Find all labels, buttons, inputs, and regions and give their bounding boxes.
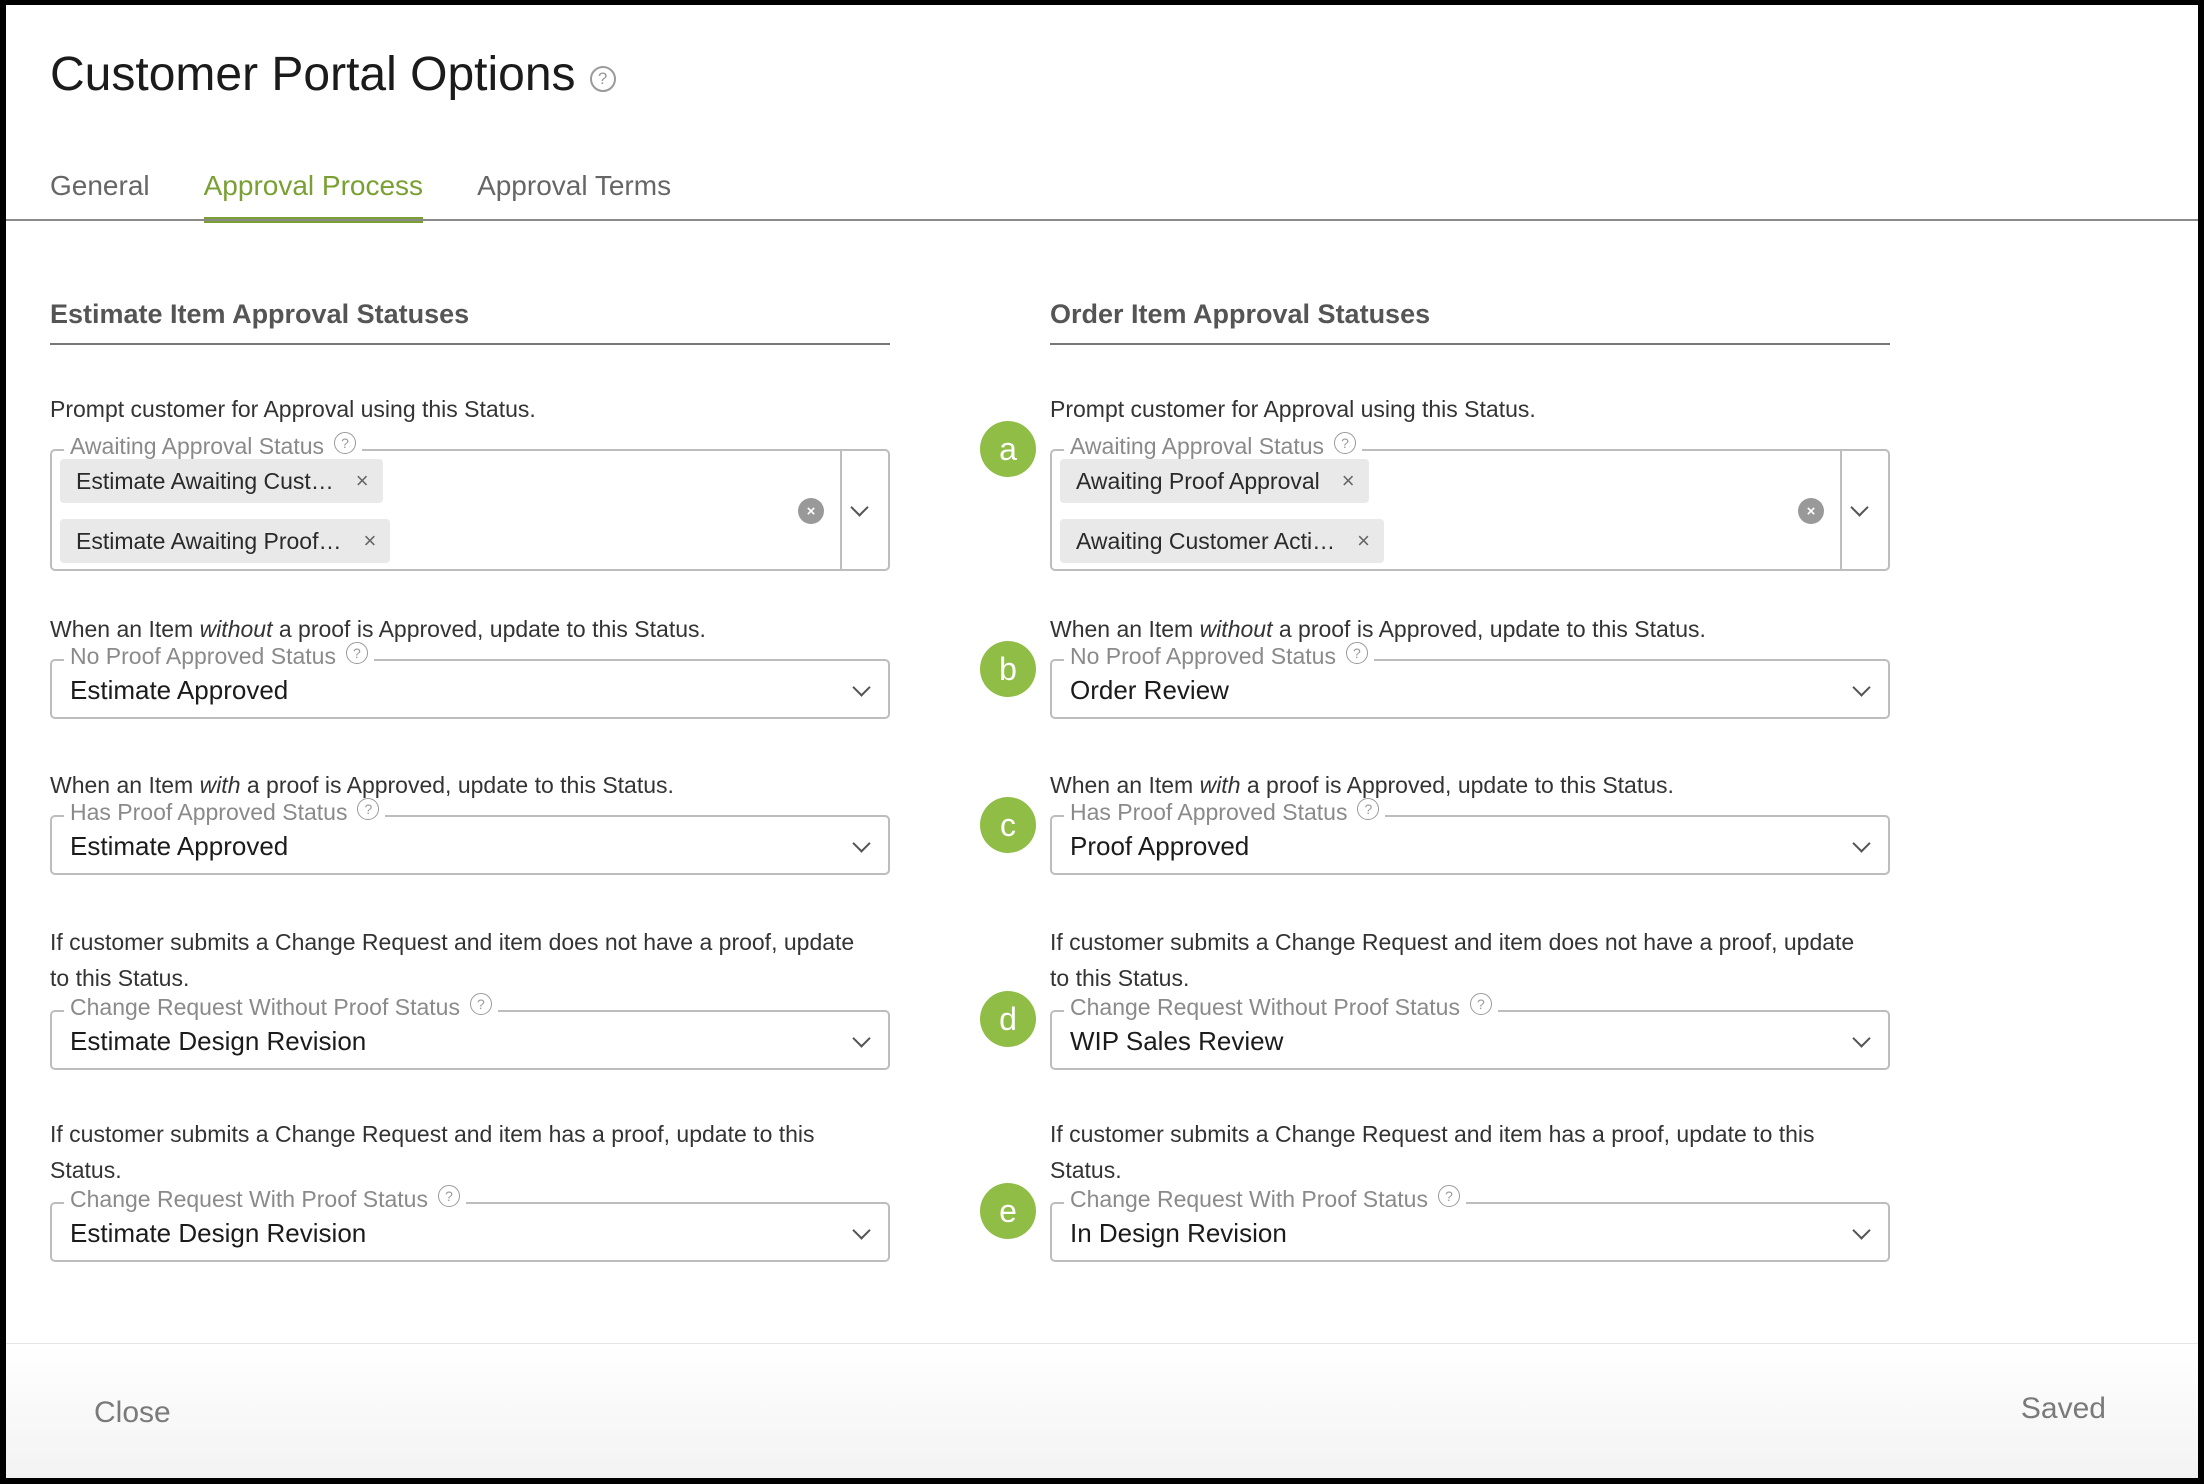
estimate-cr-without-proof-select[interactable] xyxy=(50,994,890,1070)
dialog-footer xyxy=(6,1344,2198,1478)
field-label-text: Has Proof Approved Status xyxy=(1070,799,1348,825)
order-cr-without-proof-select[interactable] xyxy=(1050,994,1890,1070)
estimate-awaiting-approval-select[interactable] xyxy=(50,433,890,571)
field-label-text: Awaiting Approval Status xyxy=(1070,433,1325,459)
chevron-down-icon[interactable] xyxy=(1850,498,1868,516)
field-label-text: Has Proof Approved Status xyxy=(70,799,348,825)
field-label-text: Change Request With Proof Status xyxy=(1070,1186,1428,1212)
field-prompt: If customer submits a Change Request and item does not have a proof, update to this Status. xyxy=(50,929,855,991)
help-icon[interactable]: ? xyxy=(357,798,379,820)
field-prompt: If customer submits a Change Request and item has a proof, update to this Status. xyxy=(50,1121,815,1183)
help-icon[interactable]: ? xyxy=(590,66,616,92)
field-label xyxy=(1064,643,1374,670)
field-label-text: No Proof Approved Status xyxy=(70,643,336,669)
callout-badge-b: b xyxy=(980,641,1036,697)
remove-chip-icon[interactable]: × xyxy=(355,468,369,493)
help-icon[interactable]: ? xyxy=(1357,798,1379,820)
selected-value: Estimate Design Revision xyxy=(70,1026,367,1056)
order-awaiting-approval-select[interactable] xyxy=(1050,433,1890,571)
field-label-text: Change Request Without Proof Status xyxy=(1070,994,1460,1020)
field-prompt: Prompt customer for Approval using this Status. xyxy=(1050,396,1536,422)
estimate-cr-with-proof-field xyxy=(50,1116,890,1262)
selected-value: In Design Revision xyxy=(1070,1218,1287,1248)
selected-value: WIP Sales Review xyxy=(1070,1026,1284,1056)
estimate-no-proof-select[interactable] xyxy=(50,643,890,719)
status-chip xyxy=(1060,459,1369,503)
field-label xyxy=(1064,433,1362,460)
field-label xyxy=(64,994,498,1021)
order-statuses-column xyxy=(999,299,1890,1248)
help-icon[interactable]: ? xyxy=(470,993,492,1015)
tab-bar xyxy=(50,165,725,221)
dialog-title-text: Customer Portal Options xyxy=(50,48,576,101)
chip-label: Estimate Awaiting Proof… xyxy=(76,527,342,554)
chevron-down-icon[interactable] xyxy=(1852,1221,1870,1239)
save-status: Saved xyxy=(2020,1392,2106,1425)
field-label-text: Change Request With Proof Status xyxy=(70,1186,428,1212)
field-prompt: When an Item without a proof is Approved, update to this Status. xyxy=(1050,616,1706,642)
field-label-text: Awaiting Approval Status xyxy=(70,433,325,459)
order-has-proof-field xyxy=(1000,767,1890,875)
selected-value: Proof Approved xyxy=(1070,831,1250,861)
select-divider xyxy=(1840,451,1842,569)
estimate-cr-with-proof-select[interactable] xyxy=(50,1186,890,1262)
field-prompt: If customer submits a Change Request and item does not have a proof, update to this Status. xyxy=(1050,929,1855,991)
chevron-down-icon[interactable] xyxy=(852,1029,870,1047)
selected-value: Estimate Approved xyxy=(70,831,289,861)
field-prompt: When an Item without a proof is Approved, update to this Status. xyxy=(50,616,706,642)
estimate-section-title: Estimate Item Approval Statuses xyxy=(50,299,890,345)
field-label-text: Change Request Without Proof Status xyxy=(70,994,460,1020)
status-chip xyxy=(1060,519,1384,563)
field-label-text: No Proof Approved Status xyxy=(1070,643,1336,669)
clear-all-icon[interactable]: × xyxy=(1798,498,1824,524)
field-label xyxy=(64,799,385,826)
estimate-no-proof-field xyxy=(50,611,890,719)
chip-label: Awaiting Customer Acti… xyxy=(1076,527,1336,554)
order-section-title: Order Item Approval Statuses xyxy=(1050,299,1890,345)
selected-value: Order Review xyxy=(1070,675,1229,705)
chevron-down-icon[interactable] xyxy=(1852,834,1870,852)
help-icon[interactable]: ? xyxy=(1438,1185,1460,1207)
order-cr-without-proof-field xyxy=(999,924,1890,1070)
field-prompt: When an Item with a proof is Approved, update to this Status. xyxy=(50,772,674,798)
callout-badge-a: a xyxy=(980,421,1036,477)
chip-label: Awaiting Proof Approval xyxy=(1076,467,1320,494)
dialog-title xyxy=(50,47,616,102)
order-cr-with-proof-select[interactable] xyxy=(1050,1186,1890,1262)
estimate-awaiting-approval-field xyxy=(50,391,890,571)
field-label xyxy=(1064,1186,1466,1213)
estimate-cr-without-proof-field xyxy=(50,924,890,1070)
close-button[interactable]: Close xyxy=(94,1396,171,1429)
callout-badge-c: c xyxy=(980,797,1036,853)
chevron-down-icon[interactable] xyxy=(1852,1029,1870,1047)
help-icon[interactable]: ? xyxy=(438,1185,460,1207)
remove-chip-icon[interactable]: × xyxy=(1357,528,1370,553)
estimate-has-proof-field xyxy=(50,767,890,875)
remove-chip-icon[interactable]: × xyxy=(363,528,377,553)
chip-label: Estimate Awaiting Cust… xyxy=(76,467,334,494)
callout-badge-e: e xyxy=(980,1183,1036,1239)
callout-badge-d: d xyxy=(980,991,1036,1047)
order-no-proof-field xyxy=(999,611,1890,719)
field-label xyxy=(64,643,374,670)
status-chip xyxy=(60,519,390,563)
estimate-statuses-column xyxy=(50,299,890,1248)
remove-chip-icon[interactable]: × xyxy=(1341,468,1355,493)
clear-all-icon[interactable]: × xyxy=(798,498,824,524)
tab-approval-process[interactable]: Approval Process xyxy=(204,165,423,221)
field-label xyxy=(1064,799,1385,826)
field-prompt: When an Item with a proof is Approved, update to this Status. xyxy=(1050,772,1674,798)
chevron-down-icon[interactable] xyxy=(850,498,868,516)
help-icon[interactable]: ? xyxy=(346,642,368,664)
field-prompt: If customer submits a Change Request and item has a proof, update to this Status. xyxy=(1050,1121,1815,1183)
order-awaiting-approval-field xyxy=(999,391,1890,571)
field-prompt: Prompt customer for Approval using this Status. xyxy=(50,396,536,422)
tab-general[interactable]: General xyxy=(50,170,150,201)
help-icon[interactable]: ? xyxy=(334,432,356,454)
selected-value: Estimate Approved xyxy=(70,675,289,705)
order-cr-with-proof-field xyxy=(999,1116,1890,1262)
order-no-proof-select[interactable] xyxy=(1050,643,1890,719)
tabs-divider xyxy=(6,219,2198,221)
field-label xyxy=(64,433,362,460)
field-label xyxy=(1064,994,1498,1021)
help-icon[interactable]: ? xyxy=(1346,642,1368,664)
chevron-down-icon[interactable] xyxy=(852,1221,870,1239)
help-icon[interactable]: ? xyxy=(1470,993,1492,1015)
chevron-down-icon[interactable] xyxy=(852,678,870,696)
order-has-proof-select[interactable] xyxy=(1050,799,1890,875)
chevron-down-icon[interactable] xyxy=(852,834,870,852)
chevron-down-icon[interactable] xyxy=(1852,678,1870,696)
field-label xyxy=(64,1186,466,1213)
select-divider xyxy=(840,451,842,569)
status-chip xyxy=(60,459,383,503)
customer-portal-options-dialog xyxy=(6,5,2198,1478)
selected-value: Estimate Design Revision xyxy=(70,1218,367,1248)
estimate-has-proof-select[interactable] xyxy=(50,799,890,875)
help-icon[interactable]: ? xyxy=(1334,432,1356,454)
tab-approval-terms[interactable]: Approval Terms xyxy=(477,170,672,201)
